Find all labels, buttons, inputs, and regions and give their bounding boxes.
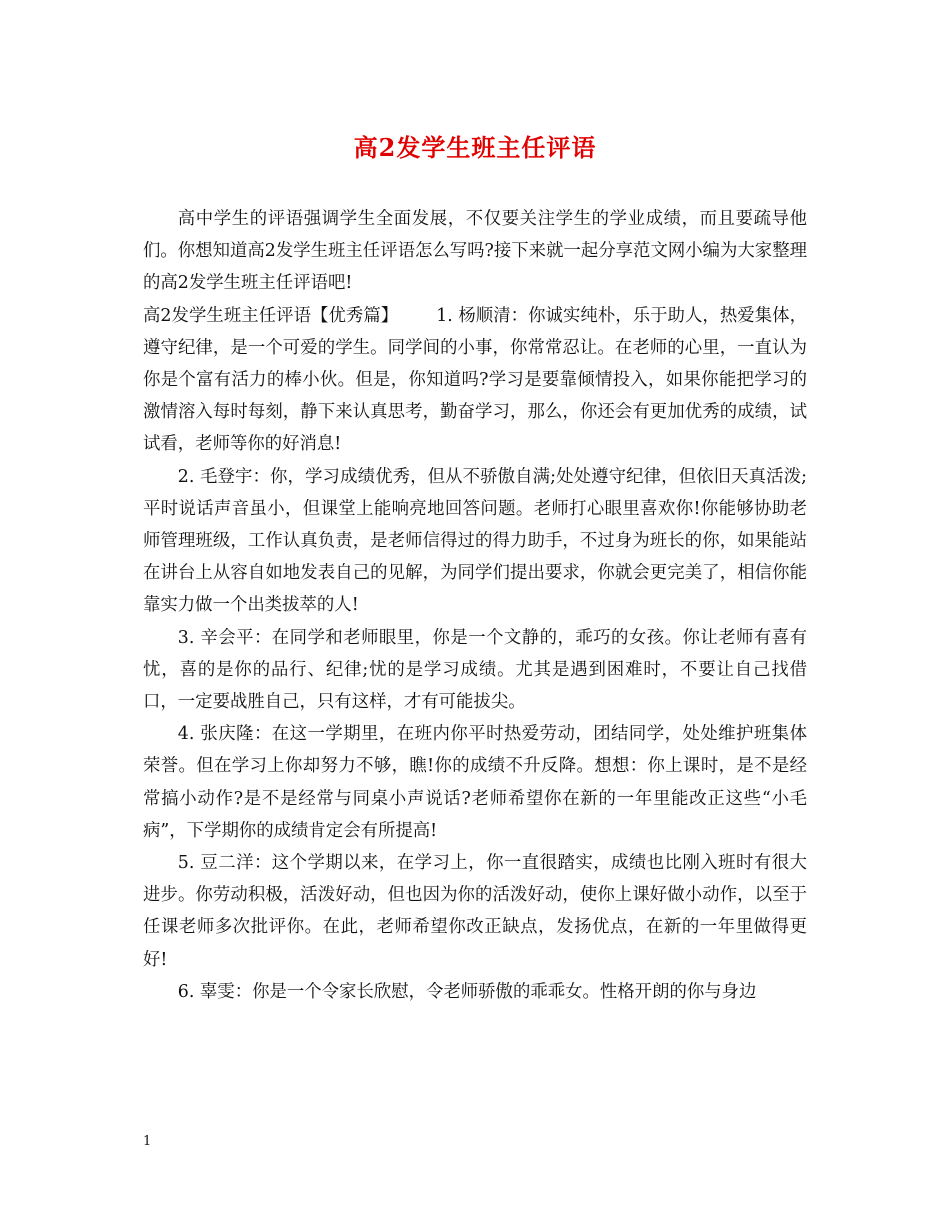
comment-item-5: 5. 豆二洋：这个学期以来，在学习上，你一直很踏实，成绩也比刚入班时有很大进步。你劳动积极，活泼好动，但也因为你的活泼好动，使你上课好做小动作，以至于任课老师多次批评你。在此，老师希望你改正缺点，发扬优点，在新的一年里做得更好! — [143, 853, 807, 970]
comment-item-2: 2. 毛登宇：你，学习成绩优秀，但从不骄傲自满;处处遵守纪律，但依旧天真活泼;平时说话声音虽小，但课堂上能响亮地回答问题。老师打心眼里喜欢你!你能够协助老师管理班级，工作认真负责，是老师信得过的得力助手，不过身为班长的你，如果能站在讲台上从容自如地发表自己的见解，为同学们提出要求，你就会更完美了，相信你能靠实力做一个出类拔萃的人! — [143, 466, 807, 616]
comment-item-1: 1. 杨顺清：你诚实纯朴，乐于助人，热爱集体，遵守纪律，是一个可爱的学生。同学间的小事，你常常忍让。在老师的心里，一直认为你是个富有活力的棒小伙。但是，你知道吗?学习是要靠倾情投入，如果你能把学习的激情溶入每时每刻，静下来认真思考，勤奋学习，那么，你还会有更加优秀的成绩，试试看，老师等你的好消息! — [143, 305, 807, 455]
page-number: 1 — [143, 1134, 152, 1149]
intro-paragraph: 高中学生的评语强调学生全面发展，不仅要关注学生的学业成绩，而且要疏导他们。你想知道高2发学生班主任评语怎么写吗?接下来就一起分享范文网小编为大家整理的高2发学生班主任评语吧! — [143, 209, 807, 294]
page-title: 高2发学生班主任评语 — [353, 133, 597, 162]
section-paragraph — [143, 300, 807, 461]
comment-item-4: 4. 张庆隆：在这一学期里，在班内你平时热爱劳动，团结同学，处处维护班集体荣誉。但在学习上你却努力不够，瞧!你的成绩不升反降。想想：你上课时，是不是经常搞小动作?是不是经常与同桌小声说话?老师希望你在新的一年里能改正这些“小毛病”，下学期你的成绩肯定会有所提高! — [143, 724, 807, 841]
comment-item-3: 3. 辛会平：在同学和老师眼里，你是一个文静的，乖巧的女孩。你让老师有喜有忧，喜的是你的品行、纪律;忧的是学习成绩。尤其是遇到困难时，不要让自己找借口，一定要战胜自己，只有这样，才有可能拔尖。 — [143, 627, 807, 713]
comment-item-6: 6. 辜雯：你是一个令家长欣慰，令老师骄傲的乖乖女。性格开朗的你与身边 — [177, 981, 757, 1002]
section-heading: 高2发学生班主任评语【优秀篇】 — [143, 305, 399, 326]
document-body — [143, 203, 807, 1008]
